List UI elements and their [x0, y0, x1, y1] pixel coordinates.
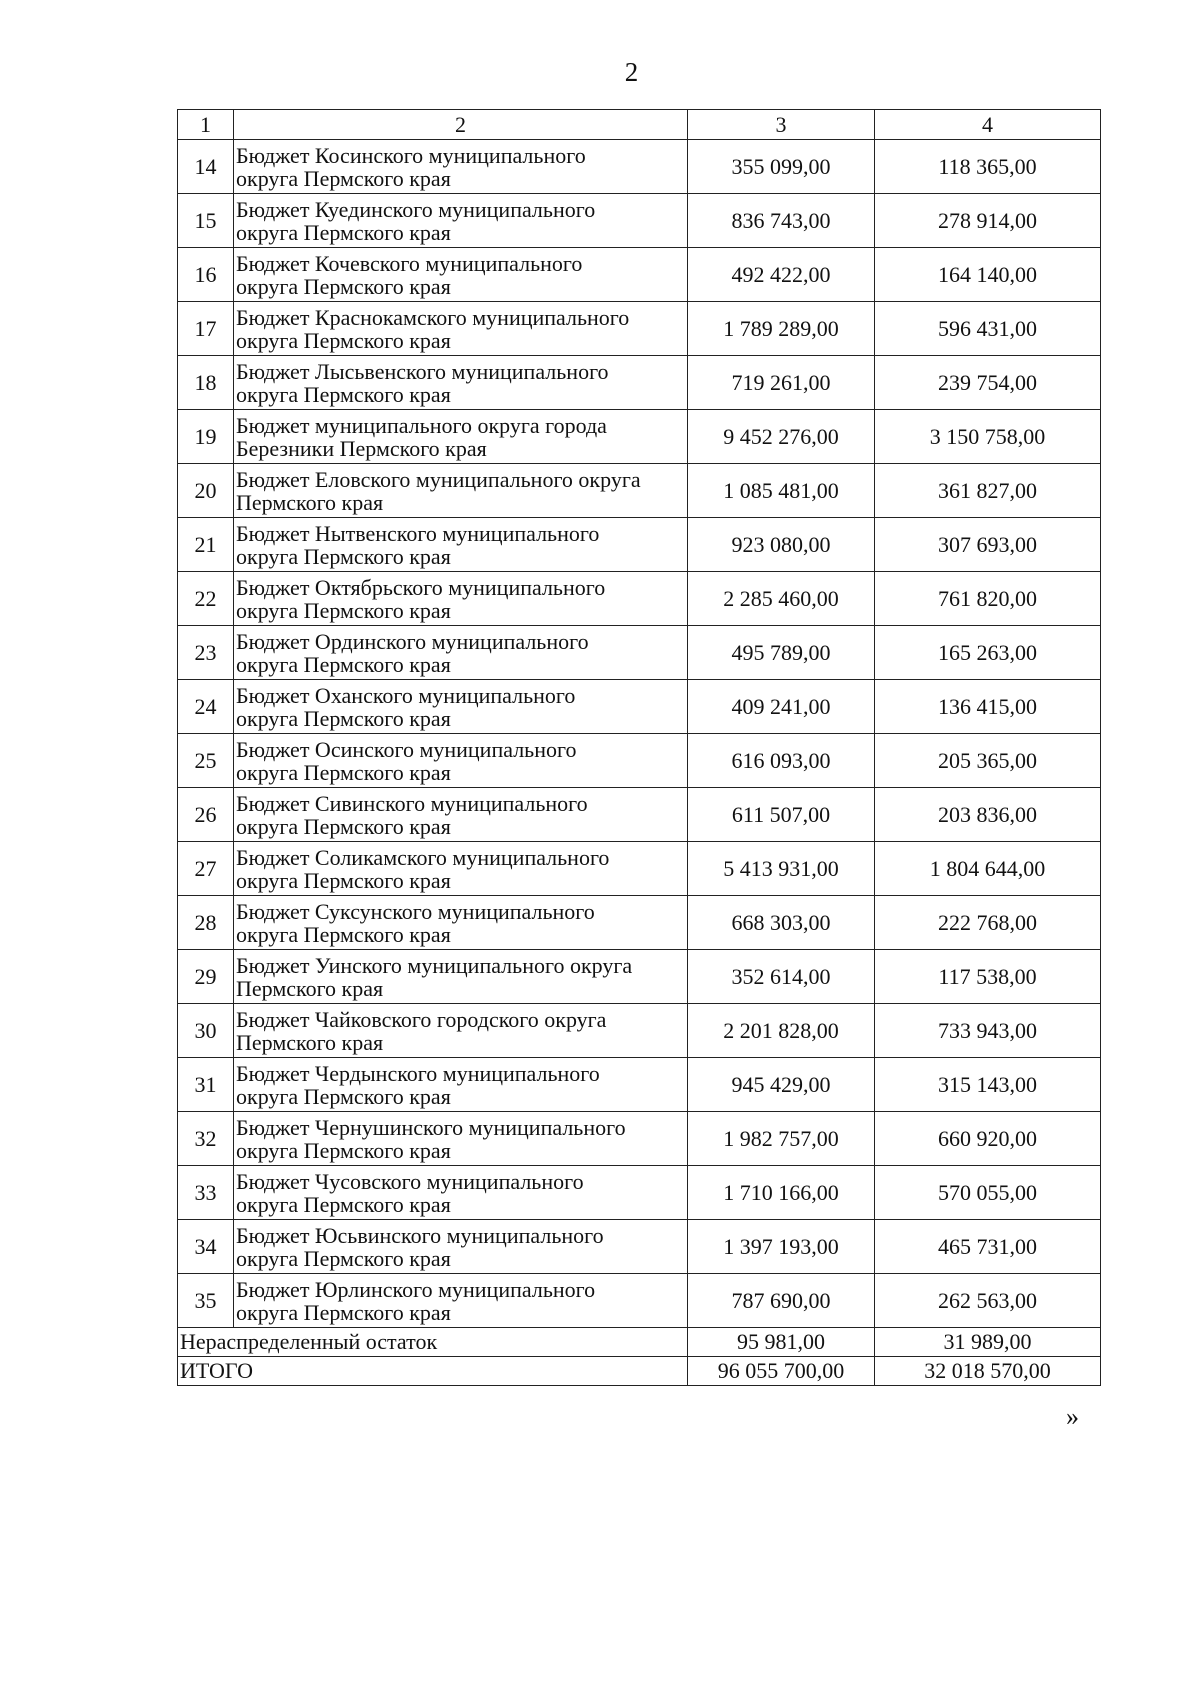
table-row: [178, 410, 1101, 464]
row-number-cell: 33: [178, 1166, 234, 1220]
column-header-4: 4: [875, 110, 1101, 140]
budget-name-line-1: Бюджет Оханского муниципального: [236, 682, 576, 708]
budget-name-line-1: Бюджет Лысьвенского муниципального: [236, 358, 609, 384]
amount-col-4-cell: 761 820,00: [875, 572, 1101, 626]
unallocated-row-label: Нераспределенный остаток: [178, 1328, 688, 1357]
budget-name-cell: [234, 842, 688, 896]
table-row: [178, 1166, 1101, 1220]
table-row: [178, 626, 1101, 680]
amount-col-3-cell: 1 710 166,00: [688, 1166, 875, 1220]
budget-name-line-1: Бюджет Чердынского муниципального: [236, 1060, 600, 1086]
row-number-cell: 19: [178, 410, 234, 464]
amount-col-3-cell: 719 261,00: [688, 356, 875, 410]
table-row: [178, 788, 1101, 842]
amount-col-4-cell: 733 943,00: [875, 1004, 1101, 1058]
table-header-row: [178, 110, 1101, 140]
row-number-cell: 30: [178, 1004, 234, 1058]
budget-name-cell: [234, 410, 688, 464]
budget-name-line-2: Пермского края: [236, 975, 384, 1001]
budget-name-cell: [234, 950, 688, 1004]
table-row: [178, 734, 1101, 788]
amount-col-3-cell: 409 241,00: [688, 680, 875, 734]
table-row: [178, 896, 1101, 950]
amount-col-3-cell: 492 422,00: [688, 248, 875, 302]
budget-name-line-2: округа Пермского края: [236, 381, 451, 407]
row-number-cell: 34: [178, 1220, 234, 1274]
budget-name-line-1: Бюджет Косинского муниципального: [236, 142, 586, 168]
amount-col-4-cell: 3 150 758,00: [875, 410, 1101, 464]
budget-name-line-2: Пермского края: [236, 1029, 384, 1055]
budget-name-line-1: Бюджет муниципального округа города: [236, 412, 607, 438]
table-row: [178, 302, 1101, 356]
budget-name-line-1: Бюджет Юрлинского муниципального: [236, 1276, 596, 1302]
budget-name-line-1: Бюджет Ординского муниципального: [236, 628, 589, 654]
budget-name-line-1: Бюджет Уинского муниципального округа: [236, 952, 633, 978]
row-number-cell: 23: [178, 626, 234, 680]
amount-col-4-cell: 118 365,00: [875, 140, 1101, 194]
table-row: [178, 1058, 1101, 1112]
amount-col-4-cell: 203 836,00: [875, 788, 1101, 842]
amount-col-3-cell: 945 429,00: [688, 1058, 875, 1112]
row-number-cell: 29: [178, 950, 234, 1004]
budget-name-line-1: Бюджет Краснокамского муниципального: [236, 304, 630, 330]
budget-name-line-1: Бюджет Кочевского муниципального: [236, 250, 583, 276]
amount-col-3-cell: 611 507,00: [688, 788, 875, 842]
budget-name-cell: [234, 1274, 688, 1328]
budget-name-cell: [234, 680, 688, 734]
amount-col-3-cell: 2 285 460,00: [688, 572, 875, 626]
budget-name-line-1: Бюджет Осинского муниципального: [236, 736, 577, 762]
amount-col-3-cell: 787 690,00: [688, 1274, 875, 1328]
budget-name-line-2: округа Пермского края: [236, 1083, 451, 1109]
table-row: [178, 1274, 1101, 1328]
budget-name-cell: [234, 194, 688, 248]
budget-name-line-2: округа Пермского края: [236, 597, 451, 623]
amount-col-3-cell: 923 080,00: [688, 518, 875, 572]
budget-name-line-2: Пермского края: [236, 489, 384, 515]
row-number-cell: 14: [178, 140, 234, 194]
unallocated-row-col-4: 31 989,00: [875, 1328, 1101, 1357]
budget-name-line-2: округа Пермского края: [236, 327, 451, 353]
amount-col-3-cell: 668 303,00: [688, 896, 875, 950]
budget-name-line-2: округа Пермского края: [236, 1299, 451, 1325]
budget-name-line-1: Бюджет Чернушинского муниципального: [236, 1114, 626, 1140]
amount-col-3-cell: 836 743,00: [688, 194, 875, 248]
budget-name-line-2: округа Пермского края: [236, 759, 451, 785]
amount-col-4-cell: 1 804 644,00: [875, 842, 1101, 896]
amount-col-4-cell: 315 143,00: [875, 1058, 1101, 1112]
amount-col-3-cell: 355 099,00: [688, 140, 875, 194]
budget-name-line-1: Бюджет Октябрьского муниципального: [236, 574, 606, 600]
budget-name-cell: [234, 356, 688, 410]
row-number-cell: 15: [178, 194, 234, 248]
total-row-col-4: 32 018 570,00: [875, 1357, 1101, 1386]
amount-col-4-cell: 165 263,00: [875, 626, 1101, 680]
amount-col-3-cell: 352 614,00: [688, 950, 875, 1004]
table-row: [178, 842, 1101, 896]
column-header-2: 2: [234, 110, 688, 140]
amount-col-4-cell: 361 827,00: [875, 464, 1101, 518]
budget-name-line-2: округа Пермского края: [236, 273, 451, 299]
table-row: [178, 518, 1101, 572]
table-row: [178, 1112, 1101, 1166]
amount-col-3-cell: 1 397 193,00: [688, 1220, 875, 1274]
amount-col-3-cell: 1 982 757,00: [688, 1112, 875, 1166]
budget-name-cell: [234, 734, 688, 788]
amount-col-3-cell: 1 085 481,00: [688, 464, 875, 518]
amount-col-4-cell: 239 754,00: [875, 356, 1101, 410]
table-row: [178, 248, 1101, 302]
budget-name-cell: [234, 464, 688, 518]
budget-name-line-1: Бюджет Нытвенского муниципального: [236, 520, 600, 546]
budget-name-cell: [234, 1058, 688, 1112]
amount-col-4-cell: 136 415,00: [875, 680, 1101, 734]
unallocated-row: [178, 1328, 1101, 1357]
budget-name-cell: [234, 896, 688, 950]
row-number-cell: 27: [178, 842, 234, 896]
budget-name-cell: [234, 1220, 688, 1274]
amount-col-4-cell: 570 055,00: [875, 1166, 1101, 1220]
amount-col-4-cell: 222 768,00: [875, 896, 1101, 950]
budget-name-line-2: округа Пермского края: [236, 1191, 451, 1217]
amount-col-3-cell: 9 452 276,00: [688, 410, 875, 464]
budget-name-cell: [234, 1004, 688, 1058]
amount-col-3-cell: 5 413 931,00: [688, 842, 875, 896]
table-row: [178, 1004, 1101, 1058]
total-row: [178, 1357, 1101, 1386]
budget-name-line-1: Бюджет Сивинского муниципального: [236, 790, 588, 816]
table-row: [178, 140, 1101, 194]
table-row: [178, 572, 1101, 626]
row-number-cell: 32: [178, 1112, 234, 1166]
row-number-cell: 28: [178, 896, 234, 950]
budget-name-line-2: округа Пермского края: [236, 867, 451, 893]
table-row: [178, 950, 1101, 1004]
budget-name-cell: [234, 1166, 688, 1220]
row-number-cell: 16: [178, 248, 234, 302]
budget-name-line-2: округа Пермского края: [236, 813, 451, 839]
budget-name-line-1: Бюджет Еловского муниципального округа: [236, 466, 641, 492]
row-number-cell: 18: [178, 356, 234, 410]
budget-name-cell: [234, 572, 688, 626]
budget-name-line-2: округа Пермского края: [236, 165, 451, 191]
budget-distribution-table: [177, 109, 1101, 1386]
budget-name-cell: [234, 626, 688, 680]
budget-name-line-1: Бюджет Соликамского муниципального: [236, 844, 610, 870]
table-row: [178, 1220, 1101, 1274]
budget-name-line-2: округа Пермского края: [236, 921, 451, 947]
column-header-1: 1: [178, 110, 234, 140]
amount-col-4-cell: 465 731,00: [875, 1220, 1101, 1274]
page-number: 2: [624, 57, 639, 87]
row-number-cell: 22: [178, 572, 234, 626]
amount-col-4-cell: 205 365,00: [875, 734, 1101, 788]
table-row: [178, 356, 1101, 410]
table-row: [178, 464, 1101, 518]
amount-col-4-cell: 660 920,00: [875, 1112, 1101, 1166]
total-row-col-3: 96 055 700,00: [688, 1357, 875, 1386]
budget-name-line-1: Бюджет Чусовского муниципального: [236, 1168, 584, 1194]
budget-name-line-2: округа Пермского края: [236, 219, 451, 245]
budget-name-cell: [234, 302, 688, 356]
amount-col-4-cell: 262 563,00: [875, 1274, 1101, 1328]
budget-name-line-2: Березники Пермского края: [236, 435, 487, 461]
unallocated-row-col-3: 95 981,00: [688, 1328, 875, 1357]
amount-col-4-cell: 596 431,00: [875, 302, 1101, 356]
amount-col-3-cell: 495 789,00: [688, 626, 875, 680]
row-number-cell: 24: [178, 680, 234, 734]
budget-name-cell: [234, 248, 688, 302]
row-number-cell: 31: [178, 1058, 234, 1112]
row-number-cell: 21: [178, 518, 234, 572]
amount-col-4-cell: 307 693,00: [875, 518, 1101, 572]
column-header-3: 3: [688, 110, 875, 140]
budget-name-cell: [234, 1112, 688, 1166]
budget-name-line-2: округа Пермского края: [236, 1245, 451, 1271]
budget-name-line-1: Бюджет Куединского муниципального: [236, 196, 596, 222]
budget-name-cell: [234, 518, 688, 572]
budget-name-line-2: округа Пермского края: [236, 705, 451, 731]
budget-name-line-1: Бюджет Юсьвинского муниципального: [236, 1222, 604, 1248]
row-number-cell: 35: [178, 1274, 234, 1328]
budget-name-line-2: округа Пермского края: [236, 651, 451, 677]
budget-name-cell: [234, 788, 688, 842]
amount-col-3-cell: 616 093,00: [688, 734, 875, 788]
amount-col-3-cell: 2 201 828,00: [688, 1004, 875, 1058]
row-number-cell: 26: [178, 788, 234, 842]
amount-col-4-cell: 278 914,00: [875, 194, 1101, 248]
row-number-cell: 20: [178, 464, 234, 518]
budget-name-line-1: Бюджет Суксунского муниципального: [236, 898, 595, 924]
table-row: [178, 194, 1101, 248]
budget-name-line-2: округа Пермского края: [236, 543, 451, 569]
table-row: [178, 680, 1101, 734]
amount-col-3-cell: 1 789 289,00: [688, 302, 875, 356]
row-number-cell: 25: [178, 734, 234, 788]
budget-name-line-2: округа Пермского края: [236, 1137, 451, 1163]
amount-col-4-cell: 164 140,00: [875, 248, 1101, 302]
budget-name-cell: [234, 140, 688, 194]
total-row-label: ИТОГО: [178, 1357, 688, 1386]
closing-quote-mark: »: [1066, 1402, 1079, 1431]
row-number-cell: 17: [178, 302, 234, 356]
budget-name-line-1: Бюджет Чайковского городского округа: [236, 1006, 607, 1032]
amount-col-4-cell: 117 538,00: [875, 950, 1101, 1004]
